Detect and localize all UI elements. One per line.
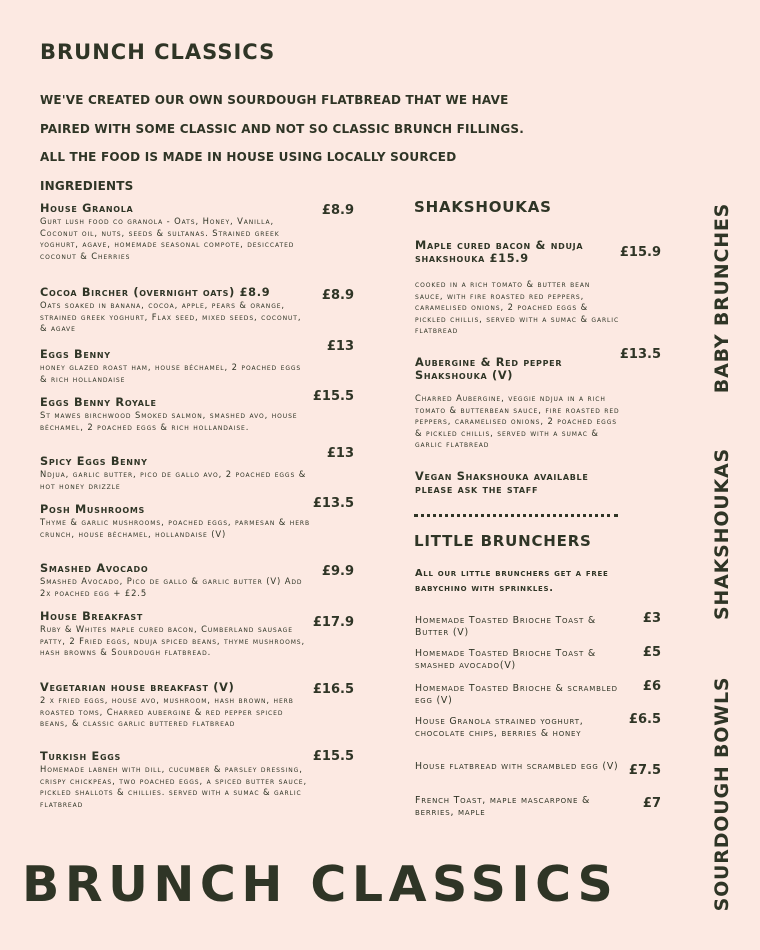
item-name: Smashed Avocado	[40, 562, 149, 575]
menu-item	[40, 286, 312, 335]
item-name: Turkish Eggs	[40, 750, 121, 763]
item-description: Ruby & Whites maple cured bacon, Cumberland sausage patty, 2 Fried eggs, nduja spiced beans, thyme mushrooms, hash browns & Sourdough flatbread.	[40, 624, 306, 658]
item-description: cooked in a rich tomato & butter bean sauce, with fire roasted red peppers, caramelised onions, 2 poached eggs & pickled chillis, served with a sumac & garlic flatbread	[415, 279, 620, 336]
menu-item	[40, 681, 312, 730]
menu-item	[40, 610, 312, 659]
menu-item	[40, 503, 312, 540]
item-price: £7	[642, 796, 661, 811]
item-name: Eggs Benny Royale	[40, 396, 157, 409]
page-title: BRUNCH CLASSICS	[40, 40, 276, 64]
menu-item	[40, 562, 312, 599]
tab-shakshoukas[interactable]: SHAKSHOUKAS	[711, 447, 733, 621]
item-description: Smashed Avocado, Pico de gallo & garlic butter (V) Add 2x poached egg + £2.5	[40, 576, 303, 598]
item-price: £16.5	[312, 682, 354, 697]
kids-item-name: French Toast, maple mascarpone & berries, maple	[415, 795, 591, 818]
menu-item	[40, 396, 312, 433]
kids-item-name: Homemade Toasted Brioche & scrambled egg (V)	[415, 683, 618, 706]
section-divider	[414, 514, 618, 517]
item-price: £8.9	[321, 288, 354, 303]
item-description: Oats soaked in banana, cocoa, apple, pears & orange, strained greek yoghurt, Flax seed, mixed seeds, coconut, & agave	[40, 300, 302, 334]
shakshoukas-heading: SHAKSHOUKAS	[414, 198, 552, 216]
menu-item	[415, 356, 620, 451]
item-description: 2 x fried eggs, house avo, mushroom, hash brown, herb roasted toms, Charred aubergine & red pepper spiced beans, & classic garlic buttered flatbread	[40, 695, 294, 729]
vegan-note: Vegan Shakshouka available please ask the staff	[415, 470, 589, 496]
item-name: Vegetarian house breakfast (V)	[40, 681, 235, 694]
item-price: £13.5	[312, 496, 354, 511]
item-price: £5	[642, 645, 661, 660]
tab-sourdough-bowls[interactable]: SOURDOUGH BOWLS	[711, 676, 733, 912]
item-price: £13	[326, 446, 354, 461]
item-price: £15.5	[312, 389, 354, 404]
tab-baby-brunches[interactable]: BABY BRUNCHES	[711, 202, 733, 394]
menu-item	[40, 348, 312, 385]
footer-title: BRUNCH CLASSICS	[22, 856, 619, 913]
item-name: Aubergine & Red pepper Shakshouka (V)	[415, 356, 563, 382]
item-price: £3	[642, 611, 661, 626]
intro-text: WE'VE CREATED OUR OWN SOURDOUGH FLATBREAD THAT WE HAVE PAIRED WITH SOME CLASSIC AND NOT SO CLASSIC BRUNCH FILLINGS. ALL THE FOOD IS MADE IN HOUSE USING LOCALLY SOURCED INGREDIENTS	[40, 93, 524, 193]
item-name: Cocoa Bircher (overnight oats) £8.9	[40, 286, 271, 299]
item-price: £17.9	[312, 615, 354, 630]
item-price: £7.5	[628, 763, 661, 778]
item-price: £8.9	[321, 203, 354, 218]
menu-item	[40, 750, 312, 810]
item-description: Homemade labneh with dill, cucumber & parsley dressing, crispy chickpeas, two poached eggs, a spiced butter sauce, pickled shallots & chillies. served with a sumac & garlic flatbread	[40, 764, 308, 809]
item-name: Eggs Benny	[40, 348, 111, 361]
item-description: St mawes birchwood Smoked salmon, smashed avo, house béchamel, 2 poached eggs & rich hollandaise.	[40, 410, 298, 432]
menu-item	[40, 455, 312, 492]
kids-item-name: Homemade Toasted Brioche Toast & smashed avocado(V)	[415, 648, 596, 671]
item-description: Thyme & garlic mushrooms, poached eggs, parmesan & herb crunch, house béchamel, hollandaise (V)	[40, 517, 310, 539]
item-name: House Breakfast	[40, 610, 143, 623]
little-brunchers-heading: LITTLE BRUNCHERS	[414, 532, 592, 550]
item-price: £9.9	[321, 564, 354, 579]
kids-item-name: House Granola strained yoghurt, chocolate chips, berries & honey	[415, 716, 584, 739]
menu-item	[415, 239, 620, 337]
little-brunchers-intro: All our little brunchers get a free babychino with sprinkles.	[415, 568, 609, 594]
item-name: House Granola	[40, 202, 134, 215]
menu-item	[40, 202, 312, 262]
item-price: £13	[326, 339, 354, 354]
item-name: Posh Mushrooms	[40, 503, 145, 516]
item-price: £6.5	[628, 712, 661, 727]
item-description: honey glazed roast ham, house béchamel, 2 poached eggs & rich hollandaise	[40, 362, 302, 384]
item-description: Ndjua, garlic butter, pico de gallo avo, 2 poached eggs & hot honey drizzle	[40, 469, 307, 491]
kids-item-name: House flatbread with scrambled egg (V)	[415, 761, 619, 772]
item-price: £15.5	[312, 749, 354, 764]
kids-item-name: Homemade Toasted Brioche Toast & Butter (V)	[415, 615, 596, 638]
item-price: £15.9	[619, 245, 661, 260]
item-description: Gurt lush food co granola - Oats, Honey, Vanilla, Coconut oil, nuts, seeds & sultanas. Strained greek yoghurt, agave, homemade seasonal compote, desiccated coconut & Cherries	[40, 216, 295, 261]
item-name: Spicy Eggs Benny	[40, 455, 148, 468]
item-price: £6	[642, 679, 661, 694]
item-description: Charred Aubergine, veggie ndjua in a rich tomato & butterbean sauce, fire roasted red peppers, caramelised onions, 2 poached eggs & pickled chillis, served with a sumac & garlic flatbread	[415, 393, 620, 450]
item-price: £13.5	[619, 347, 661, 362]
item-name: Maple cured bacon & nduja shakshouka £15.9	[415, 239, 584, 265]
